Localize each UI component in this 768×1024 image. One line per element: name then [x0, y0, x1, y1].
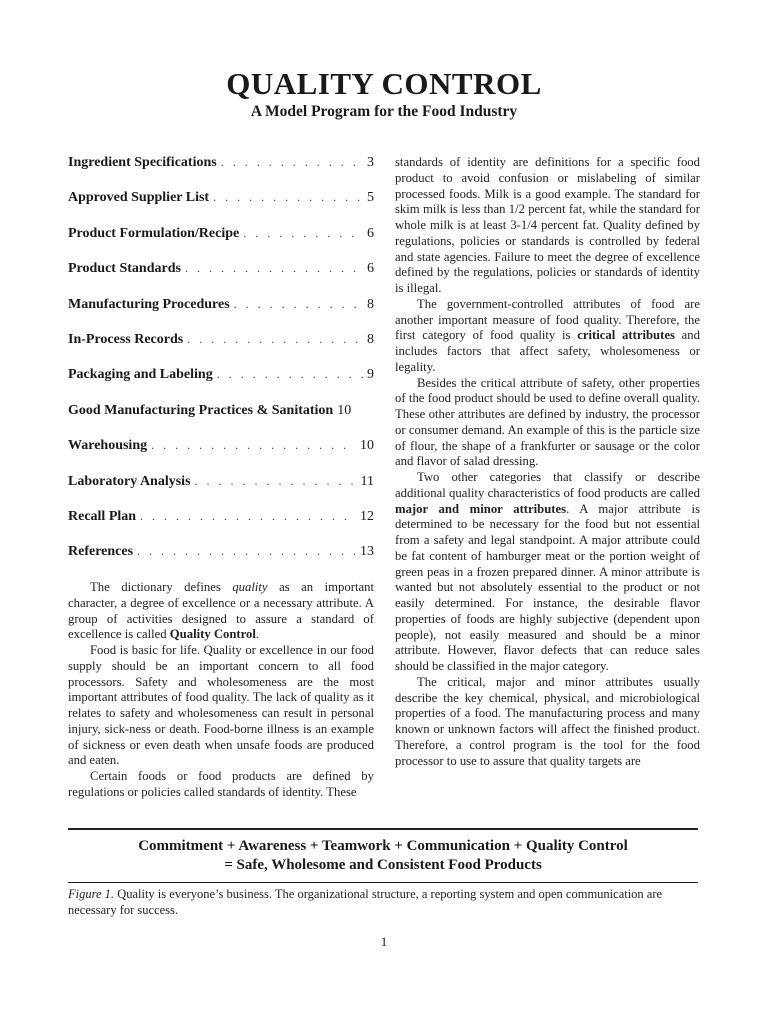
toc-entry [68, 261, 374, 296]
emphasis-text: quality [232, 580, 268, 594]
figure-bottom-rule [68, 882, 698, 883]
toc-entry-page: 6 [367, 261, 374, 277]
body-paragraph: Besides the critical attribute of safety, other properties of the food product should be used to define overall quality. These other attributes are defined by industry, the processor or consumer demand. An example of this is the particle size of flour, the shape of a frankfurter or sausage or the color and flavor of salad dressing. [395, 375, 700, 469]
toc-entry-label: Product Formulation/Recipe [68, 225, 240, 241]
equation-line: = Safe, Wholesome and Consistent Food Products [224, 857, 542, 873]
toc-entry-label: In-Process Records [68, 331, 184, 347]
toc-entry-page: 3 [367, 155, 374, 170]
toc-entry [68, 190, 374, 225]
toc-entry-page: 6 [367, 225, 374, 241]
toc-leader-dots [234, 297, 363, 312]
caption-text: Quality is everyone’s business. The organizational structure, a reporting system and open communication are necessary for success. [68, 887, 663, 917]
toc-entry [68, 474, 374, 509]
table-of-contents [68, 155, 374, 580]
toc-leader-dots [140, 509, 356, 524]
bold-term: major and minor attributes [395, 501, 567, 516]
toc-entry [68, 367, 374, 402]
toc-leader-dots [217, 367, 363, 382]
toc-entry-page: 5 [367, 190, 374, 206]
text-run: The government-controlled attributes of food are another important measure of food quality. Therefore, the first category of food quality is [395, 296, 700, 343]
toc-entry [68, 544, 374, 579]
body-paragraph [395, 470, 700, 675]
toc-entry-label: Warehousing [68, 438, 148, 454]
toc-entry-page: 8 [367, 331, 374, 347]
toc-entry [68, 155, 374, 190]
toc-entry-page: 10 [360, 438, 374, 454]
bold-term: critical attributes [577, 328, 675, 343]
toc-entry-label: References [68, 544, 134, 560]
body-paragraph: The critical, major and minor attributes usually describe the key chemical, physical, and microbiological properties of a food. The manufacturing process and many known or unknown factors will affect the finished product. Therefore, a control program is the tool for the food processor to use to assure that quality targets are [395, 674, 700, 768]
toc-leader-dots [195, 474, 357, 489]
toc-entry-label: Product Standards [68, 261, 181, 277]
toc-entry-label: Manufacturing Procedures [68, 296, 230, 312]
toc-entry-page: 8 [367, 296, 374, 312]
body-paragraph: Certain foods or food products are defined by regulations or policies called standards of identity. These [68, 769, 374, 799]
text-run: . [255, 627, 260, 642]
body-paragraph: standards of identity are definitions for a specific food product to avoid confusion or mislabeling of similar processed foods. Milk is a good example. The standard for skim milk is less than 1/2 percent fat, while the standard for whole milk is at least 3-1/4 percent fat. Quality defined by regulations, policies or standards is controlled by federal and state agencies. Failure to meet the degree of excellence defined by the regulations, policies or standards of identity is illegal. [395, 155, 700, 295]
toc-entry-label: Laboratory Analysis [68, 473, 191, 489]
toc-entry [68, 332, 374, 367]
toc-entry-label: Approved Supplier List [68, 190, 210, 206]
toc-entry-label: Packaging and Labeling [68, 367, 213, 383]
page-number: 1 [380, 934, 388, 949]
toc-entry [68, 297, 374, 332]
toc-entry-label: Good Manufacturing Practices & Sanitation [68, 402, 334, 418]
figure-label: Figure 1. [68, 887, 115, 901]
toc-entry-page: 13 [360, 544, 374, 560]
text-run: Two other categories that classify or describe additional quality characteristics of food products are called [395, 470, 700, 500]
document-title: QUALITY CONTROL [226, 66, 542, 101]
body-paragraph [68, 580, 374, 643]
equation-line: Commitment + Awareness + Teamwork + Communication + Quality Control [138, 838, 628, 854]
document-subtitle: A Model Program for the Food Industry [250, 103, 518, 120]
text-run: as an important character, a degree of excellence or a necessary attribute. A group of activities designed to assure a standard of excellence is called [68, 580, 374, 642]
right-text-column [395, 155, 700, 769]
figure-equation [68, 837, 698, 875]
toc-leader-dots [151, 438, 356, 453]
toc-leader-dots [137, 544, 356, 559]
toc-entry-page: 10 [337, 402, 352, 418]
text-run: and includes factors that affect safety, wholesomeness or legality. [395, 328, 700, 374]
toc-entry [68, 438, 374, 473]
toc-entry-page: 9 [367, 367, 374, 383]
toc-entry [68, 509, 374, 544]
figure-caption [68, 886, 700, 918]
body-paragraph [395, 297, 700, 376]
toc-leader-dots [185, 261, 363, 276]
figure-top-rule [68, 828, 698, 830]
toc-leader-dots [221, 155, 363, 170]
toc-entry [68, 403, 374, 438]
toc-leader-dots [213, 190, 363, 205]
toc-entry-page: 11 [360, 473, 374, 489]
toc-entry-page: 12 [360, 508, 374, 524]
toc-entry [68, 226, 374, 261]
toc-entry-label: Recall Plan [68, 508, 137, 524]
body-paragraph: Food is basic for life. Quality or excellence in our food supply should be an important concern to all food processors. Safety and wholesomeness are the most important attributes of food quality. The lack of quality as it relates to safety and wholesomeness can result in personal injury, sick-ness or death. Food-borne illness is an example of sickness or even death when unsafe foods are produced and eaten. [68, 643, 374, 768]
toc-leader-dots [187, 332, 363, 347]
bold-term: Quality Control [169, 627, 256, 642]
text-run: The dictionary defines [90, 580, 233, 594]
left-text-column [68, 580, 374, 801]
toc-leader-dots [243, 226, 363, 241]
text-run: . A major attribute is determined to be necessary for the food but not essential from a safety and legal standpoint. A major attribute could be fat content of hamburger meat or the portion weight of green peas in a frozen prepared dinner. A minor attribute is wanted but not absolutely essential to the product or not easily determined. For instance, the desirable flavor properties of foods are highly subjective (dependent upon people), not easily measured and should be a minor attribute. However, flavor defects that can reduce sales should be classified in the major category. [395, 501, 701, 673]
toc-entry-label: Ingredient Specifications [68, 155, 217, 170]
